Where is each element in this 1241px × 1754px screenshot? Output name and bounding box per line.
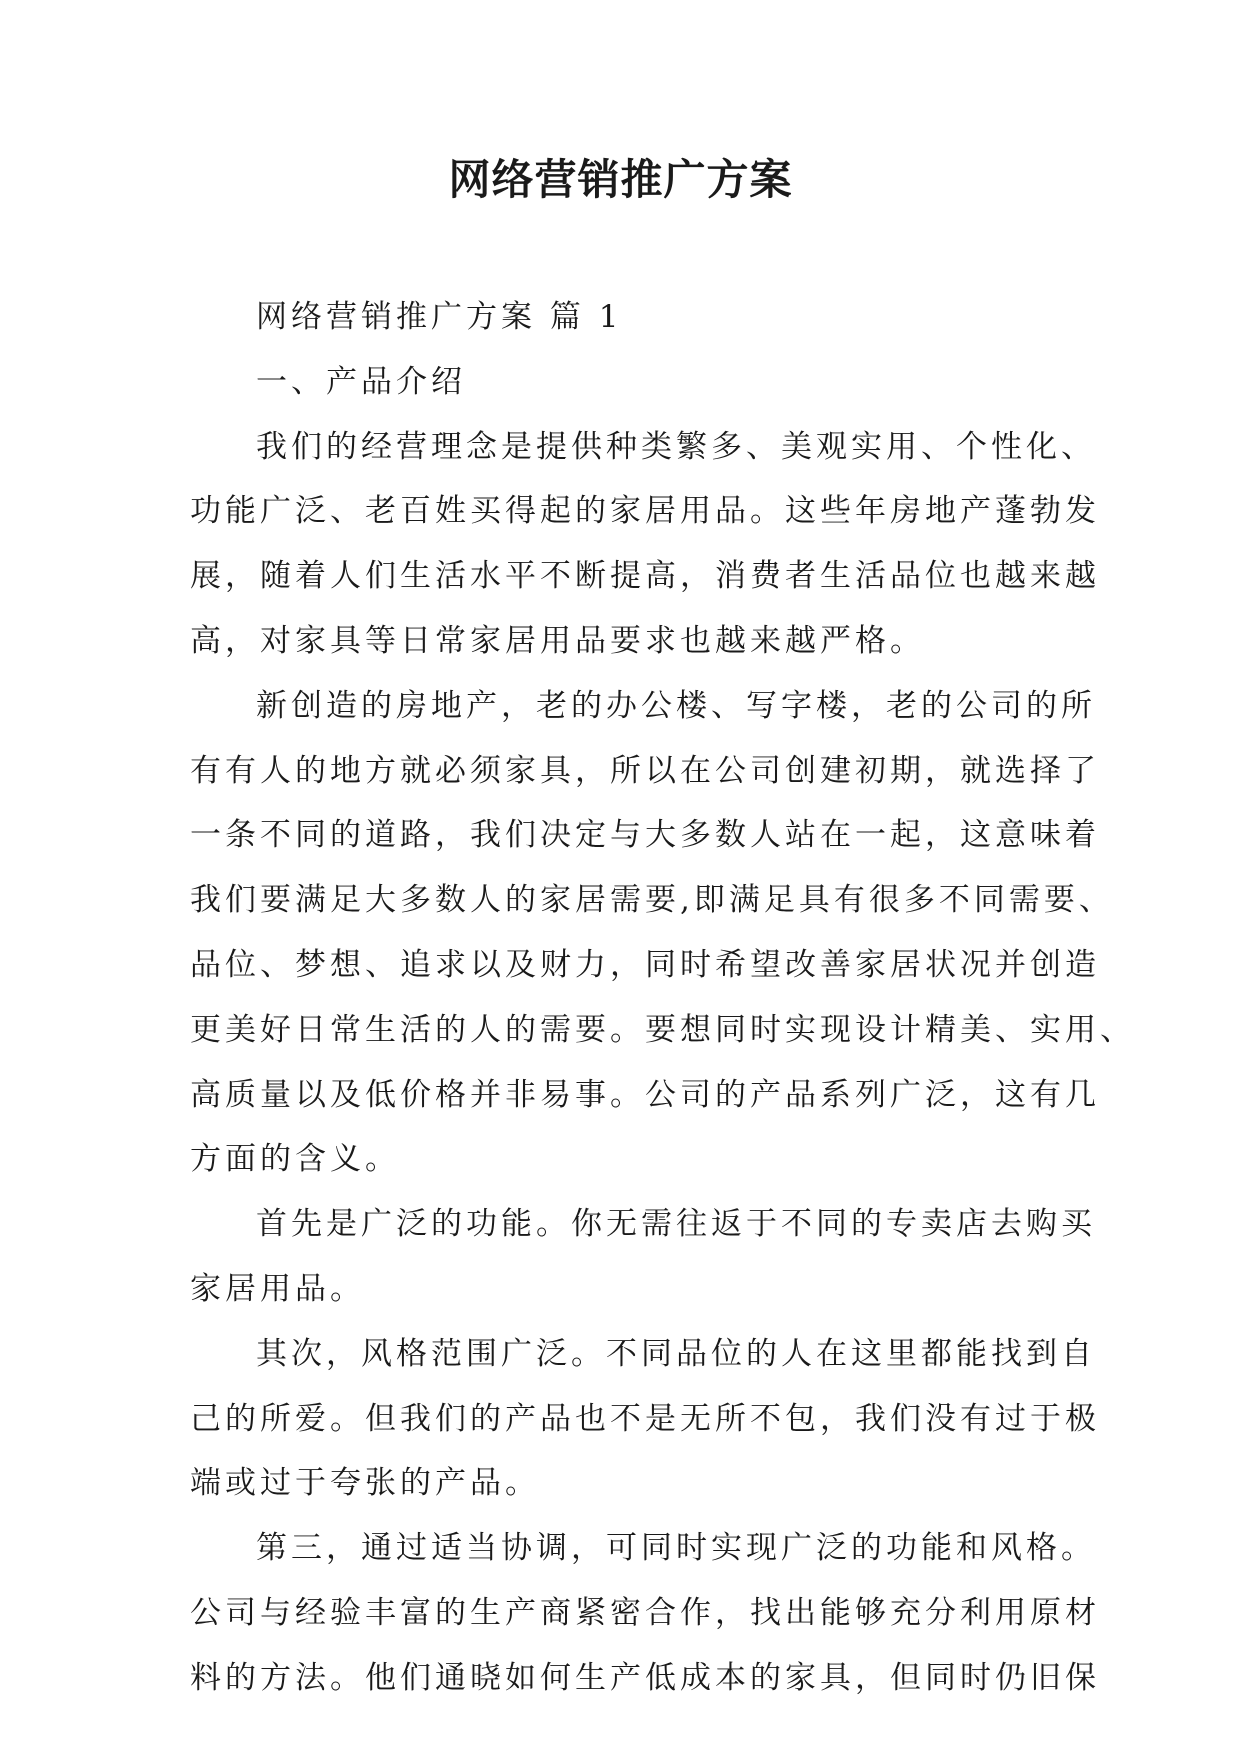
paragraph [190,674,1135,1192]
section-heading: 一、产品介绍 [256,363,466,400]
paragraph-line: 家居用品。 [190,1270,365,1307]
paragraph-line: 展，随着人们生活水平不断提高，消费者生活品位也越来越 [190,558,1100,595]
paragraph [190,415,1100,674]
paragraph-line: 料的方法。他们通晓如何生产低成本的家具，但同时仍旧保 [190,1659,1100,1696]
paragraph-line: 端或过于夸张的产品。 [190,1465,540,1502]
paragraph-line: 品位、梦想、追求以及财力，同时希望改善家居状况并创造 [190,946,1100,983]
paragraph-line: 己的所爱。但我们的产品也不是无所不包，我们没有过于极 [190,1400,1100,1437]
paragraph-line: 高，对家具等日常家居用品要求也越来越严格。 [190,622,925,659]
paragraph-line: 更美好日常生活的人的需要。要想同时实现设计精美、实用、 [190,1011,1135,1048]
paragraph-line: 我们要满足大多数人的家居需要,即满足具有很多不同需要、 [190,882,1114,919]
paragraph-line: 其次，风格范围广泛。不同品位的人在这里都能找到自 [256,1335,1096,1372]
paragraph-line: 方面的含义。 [190,1141,400,1178]
paragraph-line: 首先是广泛的功能。你无需往返于不同的专卖店去购买 [256,1206,1096,1243]
document-body [190,285,1135,1711]
document-subtitle: 网络营销推广方案 篇 1 [256,299,623,335]
paragraph-line: 有有人的地方就必须家具，所以在公司创建初期，就选择了 [190,752,1100,789]
paragraph [190,1322,1100,1516]
document-title: 网络营销推广方案 [448,155,793,204]
paragraph-line: 我们的经营理念是提供种类繁多、美观实用、个性化、 [256,428,1096,465]
paragraph-line: 公司与经验丰富的生产商紧密合作，找出能够充分利用原材 [190,1594,1100,1631]
paragraph [190,1192,1096,1322]
paragraph [190,1516,1100,1710]
paragraph-line: 第三，通过适当协调，可同时实现广泛的功能和风格。 [256,1530,1096,1567]
paragraph-line: 高质量以及低价格并非易事。公司的产品系列广泛，这有几 [190,1076,1100,1113]
paragraph-line: 新创造的房地产，老的办公楼、写字楼，老的公司的所 [256,687,1096,724]
paragraph-line: 一条不同的道路，我们决定与大多数人站在一起，这意味着 [190,817,1100,854]
paragraph-line: 功能广泛、老百姓买得起的家居用品。这些年房地产蓬勃发 [190,493,1100,530]
